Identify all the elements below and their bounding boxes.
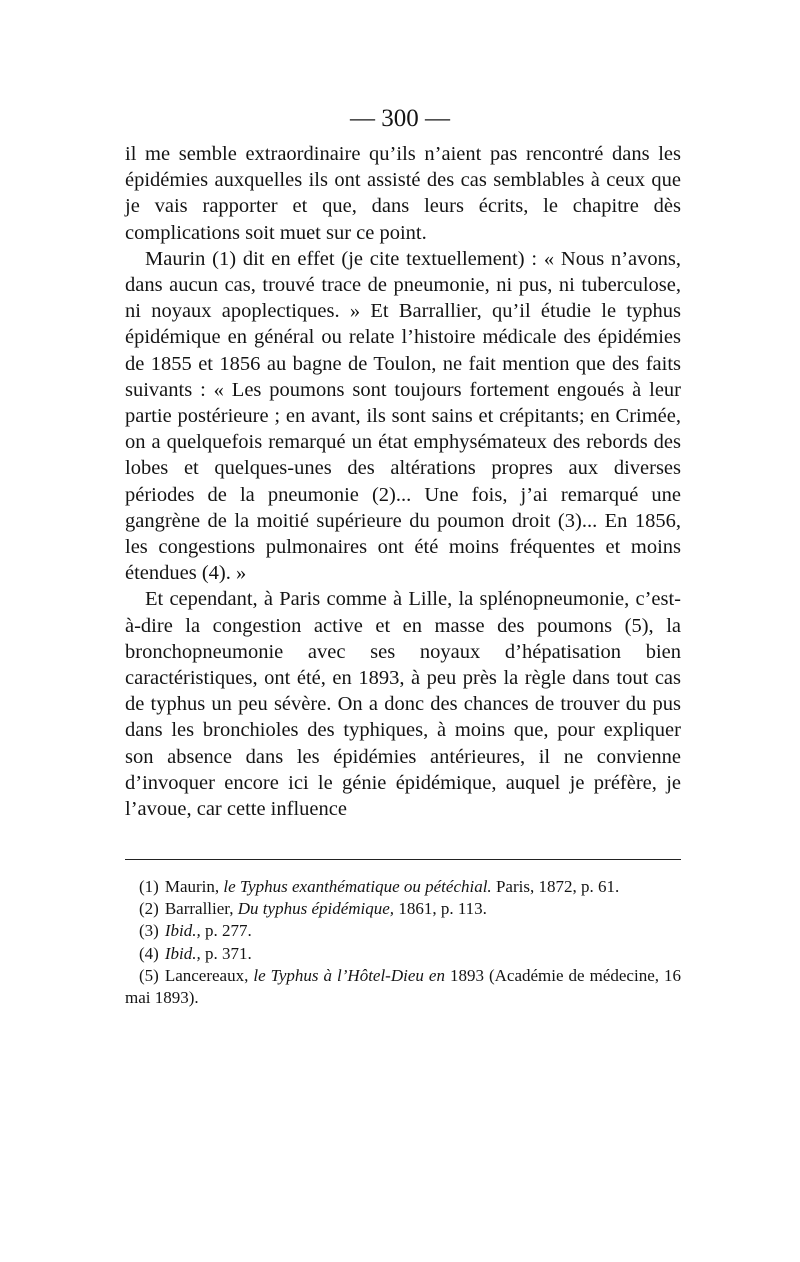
- footnote-number: (1): [139, 877, 159, 896]
- paragraph-1: il me semble extraordinaire qu’ils n’aient pas rencontré dans les épidémies auxquelles ils ont assisté des cas semblables à ceux que je vais rapporter et que, dans leurs écrits, le chapitre dès complications soit muet sur ce point.: [125, 143, 681, 244]
- page-number: — 300 —: [350, 105, 450, 132]
- footnote-separator-rule: [125, 859, 681, 860]
- footnote-5: [125, 965, 681, 1009]
- footnote-number: (4): [139, 943, 159, 963]
- footnote-number: (5): [139, 965, 159, 985]
- footnote-text: 1861, p. 113.: [394, 899, 487, 919]
- footnote-title: Ibid.,: [164, 921, 201, 941]
- footnote-2: [125, 898, 681, 920]
- footnote-title: le Typhus exanthématique ou pétéchial.: [223, 877, 492, 896]
- footnotes: [125, 876, 681, 1009]
- paragraph-3: Et cependant, à Paris comme à Lille, la splénopneumonie, c’est-à-dire la congestion active et en masse des poumons (5), la bronchopneumonie avec ses noyaux d’hépatisation bien caractéristiques, ont été, en 1893, à peu près la règle dans tout cas de typhus un peu sévère. On a donc des chances de trouver du pus dans les bronchioles des typhiques, à moins que, pour expliquer son absence dans les épidémies antérieures, il ne convienne d’invoquer encore ici le génie épidémique, auquel je préfère, je l’avoue, car cette influence: [125, 588, 681, 821]
- footnote-number: (3): [139, 921, 159, 941]
- footnote-3: [125, 920, 681, 942]
- paragraph-2: Maurin (1) dit en effet (je cite textuellement) : « Nous n’avons, dans aucun cas, trouvé trace de pneumonie, ni pus, ni tuberculose, ni noyaux apoplectiques. » Et Barrallier, qu’il étudie le typhus épidémique en général ou relate l’histoire médicale des épidémies de 1855 et 1856 au bagne de Toulon, ne fait mention que des faits suivants : « Les poumons sont toujours fortement engoués à leur partie postérieure ; en avant, ils sont sains et crépitants; en Crimée, on a quelquefois remarqué un état emphysémateux des rebords des lobes et quelques-unes des altérations propres aux diverses périodes de la pneumonie (2)... Une fois, j’ai remarqué une gangrène de la moitié supérieure du poumon droit (3)... En 1856, les congestions pulmonaires ont été moins fréquentes et moins étendues (4). »: [125, 247, 681, 585]
- footnote-text: Maurin,: [164, 877, 224, 896]
- footnote-text: Paris, 1872, p. 61.: [491, 877, 620, 896]
- footnote-number: (2): [139, 899, 159, 919]
- footnote-title: Du typhus épidémique,: [237, 899, 395, 919]
- footnote-title: Ibid.,: [164, 943, 201, 963]
- footnote-text: 1893 (Académie de médecine, 16 mai 1893).: [125, 965, 681, 1008]
- footnote-4: [125, 943, 681, 965]
- footnote-text: Barrallier,: [164, 899, 238, 919]
- footnote-text: Lancereaux,: [164, 965, 254, 985]
- footnote-title: le Typhus à l’Hôtel-Dieu en: [253, 965, 445, 985]
- body-text: [125, 141, 681, 822]
- footnote-1: [125, 876, 681, 898]
- footnote-text: p. 371.: [200, 943, 252, 963]
- footnote-text: p. 277.: [200, 921, 252, 941]
